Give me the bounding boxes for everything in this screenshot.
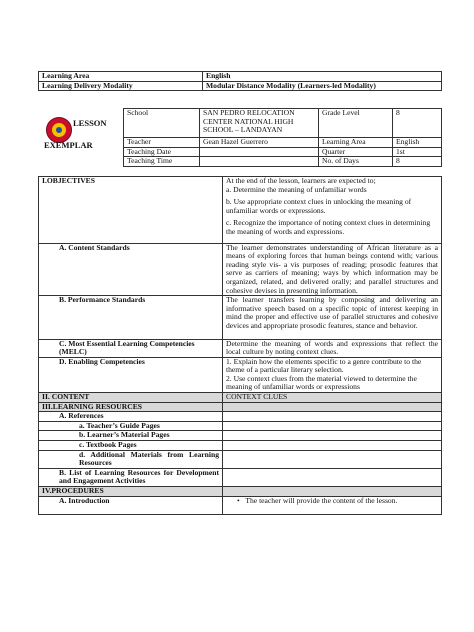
- teachers-guide-value: [223, 421, 442, 431]
- content-standards-text: The learner demonstrates understanding of African literature as a means of exploring forces that human beings contend with; various reading style vis- a vis purposes of reading; prosodic features that serve as carriers of meaning; ways by which information may be organized, related, and delivered orally; and parallel structures and cohesive devises in presenting information.: [223, 243, 442, 296]
- list-of-resources-label: B. List of Learning Resources for Development and Engagement Activities: [39, 468, 223, 486]
- learning-resources-label: III.LEARNING RESOURCES: [39, 402, 223, 412]
- content-row: [39, 393, 442, 403]
- objectives-content: [223, 177, 442, 244]
- objectives-label: I.OBJECTIVES: [39, 177, 223, 244]
- quarter-label: Quarter: [319, 147, 393, 157]
- melc-text: Determine the meaning of words and expressions that reflect the local culture by noting context clues.: [223, 339, 442, 357]
- grade-level-value: 8: [393, 109, 442, 138]
- teacher-row: [124, 138, 442, 148]
- melc-label: C. Most Essential Learning Competencies (MELC): [39, 339, 223, 357]
- header-row-delivery-modality: [39, 81, 442, 91]
- textbook-pages-label: c. Textbook Pages: [39, 441, 223, 451]
- introduction-row: [39, 496, 442, 514]
- teaching-date-value: [200, 147, 319, 157]
- header-learning-area-value: English: [203, 72, 442, 82]
- list-of-resources-row: [39, 468, 442, 486]
- objectives-row: [39, 177, 442, 244]
- objectives-intro: At the end of the lesson, learners are expected to;: [226, 176, 376, 185]
- teaching-time-row: [124, 157, 442, 167]
- textbook-pages-value: [223, 441, 442, 451]
- teachers-guide-label: a. Teacher’s Guide Pages: [39, 421, 223, 431]
- learning-resources-value: [223, 402, 442, 412]
- learners-material-value: [223, 431, 442, 441]
- performance-standards-text: The learner transfers learning by composing and delivering an informative speech based on a specific topic of interest keeping in mind the proper and effective use of parallel structures and cohesive devices and appropriate prosodic features, stance and behavior.: [223, 296, 442, 339]
- additional-materials-row: [39, 450, 442, 468]
- quarter-value: 1st: [393, 147, 442, 157]
- objective-b: b. Use appropriate context clues in unlocking the meaning of unfamiliar words or expressions.: [226, 197, 412, 215]
- introduction-content: [223, 496, 442, 514]
- header-table: [38, 71, 442, 91]
- enabling-competency-1: 1. Explain how the elements specific to a genre contribute to the theme of a particular literary selection.: [226, 356, 422, 375]
- teaching-date-label: Teaching Date: [124, 147, 200, 157]
- performance-standards-label: B. Performance Standards: [39, 296, 223, 339]
- school-row: [124, 109, 442, 138]
- additional-materials-value: [223, 450, 442, 468]
- textbook-pages-row: [39, 441, 442, 451]
- content-label: II. CONTENT: [39, 393, 223, 403]
- school-value: SAN PEDRO RELOCATION CENTER NATIONAL HIGH SCHOOL – LANDAYAN: [200, 109, 319, 138]
- grade-level-label: Grade Level: [319, 109, 393, 138]
- bullet-icon: •: [237, 495, 246, 505]
- references-value: [223, 412, 442, 422]
- header-row-learning-area: [39, 72, 442, 82]
- header-learning-area-label: Learning Area: [39, 72, 203, 82]
- enabling-competency-2: 2. Use context clues from the material viewed to determine the meaning of unfamiliar words or expressions: [226, 373, 417, 392]
- content-standards-row: [39, 243, 442, 296]
- content-value: CONTEXT CLUES: [223, 393, 442, 403]
- no-of-days-value: 8: [393, 157, 442, 167]
- enabling-competencies-content: [223, 357, 442, 392]
- learning-area-value: English: [393, 138, 442, 148]
- introduction-text: The teacher will provide the content of the lesson.: [245, 495, 398, 505]
- school-info-table: [123, 108, 442, 167]
- references-row: [39, 412, 442, 422]
- lesson-exemplar-title-line2: EXEMPLAR: [44, 140, 93, 150]
- learners-material-label: b. Learner’s Material Pages: [39, 431, 223, 441]
- header-delivery-modality-label: Learning Delivery Modality: [39, 81, 203, 91]
- list-of-resources-value: [223, 468, 442, 486]
- enabling-competencies-label: D. Enabling Competencies: [39, 357, 223, 392]
- school-label: School: [124, 109, 200, 138]
- performance-standards-row: [39, 296, 442, 339]
- melc-row: [39, 339, 442, 357]
- objective-a: a. Determine the meaning of unfamiliar words: [226, 184, 367, 194]
- lesson-plan-table: [38, 176, 442, 515]
- introduction-label: A. Introduction: [39, 496, 223, 514]
- learning-area-label: Learning Area: [319, 138, 393, 148]
- header-delivery-modality-value: Modular Distance Modality (Learners-led Modality): [203, 81, 442, 91]
- enabling-competencies-row: [39, 357, 442, 392]
- procedures-label: IV.PROCEDURES: [39, 487, 223, 497]
- teacher-label: Teacher: [124, 138, 200, 148]
- references-label: A. References: [39, 412, 223, 422]
- content-standards-label: A. Content Standards: [39, 243, 223, 296]
- no-of-days-label: No. of Days: [319, 157, 393, 167]
- objective-c: c. Recognize the importance of noting context clues in determining the meaning of words and expressions.: [226, 218, 431, 236]
- teaching-time-value: [200, 157, 319, 167]
- teacher-value: Gean Hazel Guerrero: [200, 138, 319, 148]
- lesson-exemplar-title-line1: LESSON: [73, 118, 107, 128]
- teaching-time-label: Teaching Time: [124, 157, 200, 167]
- additional-materials-label: d. Additional Materials from Learning Resources: [39, 450, 223, 468]
